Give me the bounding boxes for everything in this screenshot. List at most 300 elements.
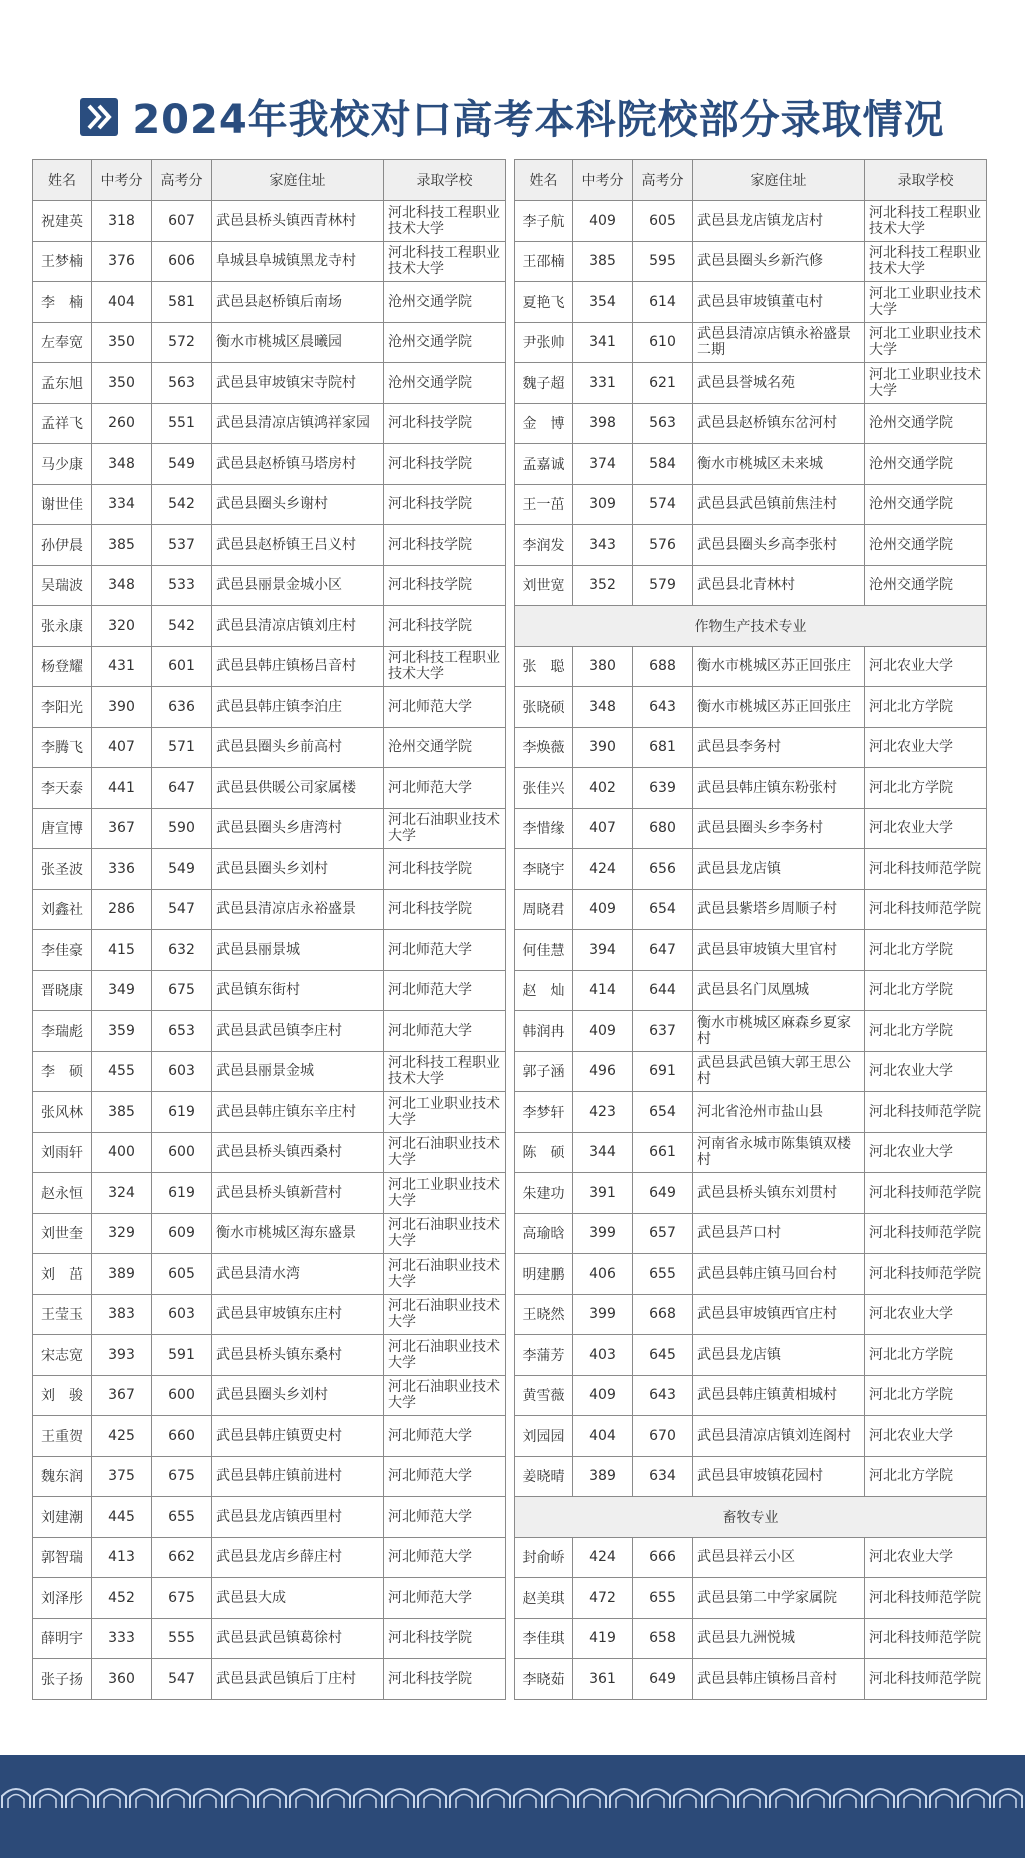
home-address-cell: 武邑县清凉店永裕盛景 [212,889,384,930]
admitted-school-cell: 河北师范大学 [384,1537,506,1578]
student-name-cell: 明建鹏 [515,1254,573,1295]
admitted-school-cell: 河北农业大学 [865,1051,987,1092]
home-address-cell: 武邑县名门凤凰城 [693,970,865,1011]
home-address-cell: 武邑县桥头镇西桑村 [212,1132,384,1173]
middle-school-score-cell: 348 [92,444,152,485]
table-row [515,1011,987,1052]
home-address-cell: 武邑县韩庄镇东辛庄村 [212,1092,384,1133]
table-row [33,1092,506,1133]
home-address-cell: 武邑县圈头乡唐湾村 [212,808,384,849]
middle-school-score-cell: 394 [573,930,633,971]
college-exam-score-cell: 547 [152,1659,212,1700]
middle-school-score-cell: 336 [92,849,152,890]
table-row [33,930,506,971]
home-address-cell: 武邑县审坡镇大里官村 [693,930,865,971]
admitted-school-cell: 河北师范大学 [384,768,506,809]
home-address-cell: 武邑县供暖公司家属楼 [212,768,384,809]
student-name-cell: 刘建潮 [33,1497,92,1538]
col-header-middle-school-score: 中考分 [92,160,152,201]
home-address-cell: 武邑县审坡镇花园村 [693,1456,865,1497]
student-name-cell: 韩润冉 [515,1011,573,1052]
college-exam-score-cell: 555 [152,1618,212,1659]
table-row [515,1213,987,1254]
admitted-school-cell: 河北师范大学 [384,1416,506,1457]
home-address-cell: 武邑县武邑镇大郭王思公村 [693,1051,865,1092]
student-name-cell: 李 硕 [33,1051,92,1092]
middle-school-score-cell: 360 [92,1659,152,1700]
table-row [33,606,506,647]
home-address-cell: 衡水市桃城区苏正回张庄 [693,687,865,728]
admitted-school-cell: 河北工业职业技术大学 [384,1092,506,1133]
college-exam-score-cell: 547 [152,889,212,930]
home-address-cell: 武邑县圈头乡高李张村 [693,525,865,566]
admitted-school-cell: 河北工业职业技术大学 [384,1173,506,1214]
table-row [515,687,987,728]
admitted-school-cell: 河北科技师范学院 [865,1618,987,1659]
middle-school-score-cell: 496 [573,1051,633,1092]
college-exam-score-cell: 605 [633,201,693,242]
home-address-cell: 武邑县圈头乡谢村 [212,484,384,525]
student-name-cell: 李佳豪 [33,930,92,971]
section-title: 作物生产技术专业 [515,606,987,647]
college-exam-score-cell: 688 [633,646,693,687]
student-name-cell: 王晓然 [515,1294,573,1335]
admitted-school-cell: 河北科技学院 [384,484,506,525]
table-row [33,808,506,849]
admitted-school-cell: 河北师范大学 [384,1456,506,1497]
admitted-school-cell: 沧州交通学院 [865,484,987,525]
admitted-school-cell: 河北科技学院 [384,1618,506,1659]
college-exam-score-cell: 605 [152,1254,212,1295]
student-name-cell: 王邵楠 [515,241,573,282]
middle-school-score-cell: 348 [573,687,633,728]
table-row [515,1618,987,1659]
table-row [33,1456,506,1497]
home-address-cell: 武邑县赵桥镇东岔河村 [693,403,865,444]
student-name-cell: 尹张帅 [515,322,573,363]
middle-school-score-cell: 399 [573,1294,633,1335]
table-row [515,1173,987,1214]
home-address-cell: 衡水市桃城区未来城 [693,444,865,485]
home-address-cell: 武邑县龙店镇 [693,849,865,890]
table-row [33,970,506,1011]
student-name-cell: 张 聪 [515,646,573,687]
admitted-school-cell: 沧州交通学院 [384,363,506,404]
home-address-cell: 武邑镇东街村 [212,970,384,1011]
student-name-cell: 孟祥飞 [33,403,92,444]
student-name-cell: 李 楠 [33,282,92,323]
home-address-cell: 武邑县赵桥镇后南场 [212,282,384,323]
student-name-cell: 李阳光 [33,687,92,728]
middle-school-score-cell: 367 [92,808,152,849]
table-row [33,727,506,768]
middle-school-score-cell: 309 [573,484,633,525]
middle-school-score-cell: 344 [573,1132,633,1173]
college-exam-score-cell: 571 [152,727,212,768]
middle-school-score-cell: 350 [92,322,152,363]
table-row [33,1618,506,1659]
home-address-cell: 武邑县武邑镇葛徐村 [212,1618,384,1659]
middle-school-score-cell: 445 [92,1497,152,1538]
middle-school-score-cell: 260 [92,403,152,444]
middle-school-score-cell: 419 [573,1618,633,1659]
middle-school-score-cell: 361 [573,1659,633,1700]
home-address-cell: 武邑县桥头镇西青林村 [212,201,384,242]
table-row [515,1456,987,1497]
col-header-middle-school-score: 中考分 [573,160,633,201]
home-address-cell: 武邑县龙店镇龙店村 [693,201,865,242]
college-exam-score-cell: 632 [152,930,212,971]
admitted-school-cell: 河北农业大学 [865,808,987,849]
table-row [33,282,506,323]
home-address-cell: 武邑县丽景城 [212,930,384,971]
admission-table-right [514,159,987,1700]
home-address-cell: 武邑县韩庄镇前进村 [212,1456,384,1497]
table-row [33,1578,506,1619]
college-exam-score-cell: 607 [152,201,212,242]
student-name-cell: 李晓宇 [515,849,573,890]
admitted-school-cell: 河北科技师范学院 [865,1578,987,1619]
table-row [33,1011,506,1052]
admitted-school-cell: 河北科技学院 [384,444,506,485]
table-row [515,930,987,971]
home-address-cell: 阜城县阜城镇黑龙寺村 [212,241,384,282]
table-row [515,403,987,444]
table-row [515,201,987,242]
home-address-cell: 武邑县龙店乡薛庄村 [212,1537,384,1578]
college-exam-score-cell: 655 [633,1254,693,1295]
home-address-cell: 衡水市桃城区苏正回张庄 [693,646,865,687]
admitted-school-cell: 河北科技工程职业技术大学 [384,241,506,282]
home-address-cell: 武邑县赵桥镇马塔房村 [212,444,384,485]
home-address-cell: 武邑县丽景金城 [212,1051,384,1092]
admitted-school-cell: 河北科技工程职业技术大学 [865,201,987,242]
table-row [515,322,987,363]
college-exam-score-cell: 634 [633,1456,693,1497]
table-row [515,1416,987,1457]
admitted-school-cell: 河北北方学院 [865,930,987,971]
middle-school-score-cell: 472 [573,1578,633,1619]
table-row [33,1051,506,1092]
middle-school-score-cell: 409 [573,1375,633,1416]
middle-school-score-cell: 320 [92,606,152,647]
college-exam-score-cell: 542 [152,606,212,647]
table-row [33,1173,506,1214]
admitted-school-cell: 河北科技师范学院 [865,1659,987,1700]
table-row [515,849,987,890]
home-address-cell: 武邑县清水湾 [212,1254,384,1295]
home-address-cell: 武邑县紫塔乡周顺子村 [693,889,865,930]
admitted-school-cell: 河北农业大学 [865,1294,987,1335]
table-row [515,1132,987,1173]
table-row [515,1294,987,1335]
admitted-school-cell: 河北北方学院 [865,1456,987,1497]
middle-school-score-cell: 350 [92,363,152,404]
student-name-cell: 李润发 [515,525,573,566]
home-address-cell: 武邑县韩庄镇杨吕音村 [212,646,384,687]
table-header-row [515,160,987,201]
middle-school-score-cell: 404 [92,282,152,323]
student-name-cell: 李蒲芳 [515,1335,573,1376]
table-row [33,1497,506,1538]
admitted-school-cell: 河北农业大学 [865,646,987,687]
college-exam-score-cell: 549 [152,849,212,890]
college-exam-score-cell: 675 [152,1456,212,1497]
home-address-cell: 武邑县韩庄镇黄相城村 [693,1375,865,1416]
student-name-cell: 左奉宽 [33,322,92,363]
home-address-cell: 武邑县龙店镇西里村 [212,1497,384,1538]
middle-school-score-cell: 385 [573,241,633,282]
table-row [515,1051,987,1092]
student-name-cell: 金 博 [515,403,573,444]
admitted-school-cell: 河北师范大学 [384,1497,506,1538]
middle-school-score-cell: 389 [573,1456,633,1497]
student-name-cell: 马少康 [33,444,92,485]
middle-school-score-cell: 333 [92,1618,152,1659]
home-address-cell: 武邑县圈头乡李务村 [693,808,865,849]
home-address-cell: 武邑县审坡镇西官庄村 [693,1294,865,1335]
admitted-school-cell: 河北科技工程职业技术大学 [865,241,987,282]
admitted-school-cell: 河北科技学院 [384,565,506,606]
home-address-cell: 武邑县武邑镇前焦洼村 [693,484,865,525]
middle-school-score-cell: 348 [92,565,152,606]
college-exam-score-cell: 533 [152,565,212,606]
middle-school-score-cell: 374 [573,444,633,485]
college-exam-score-cell: 637 [633,1011,693,1052]
middle-school-score-cell: 393 [92,1335,152,1376]
admitted-school-cell: 河北北方学院 [865,687,987,728]
home-address-cell: 武邑县审坡镇宋寺院村 [212,363,384,404]
home-address-cell: 武邑县九洲悦城 [693,1618,865,1659]
table-row [515,525,987,566]
student-name-cell: 刘鑫社 [33,889,92,930]
student-name-cell: 陈 硕 [515,1132,573,1173]
admitted-school-cell: 沧州交通学院 [384,322,506,363]
admitted-school-cell: 河北北方学院 [865,1375,987,1416]
admitted-school-cell: 河北工业职业技术大学 [865,363,987,404]
admitted-school-cell: 河北科技学院 [384,889,506,930]
admitted-school-cell: 河北科技师范学院 [865,1254,987,1295]
middle-school-score-cell: 390 [92,687,152,728]
college-exam-score-cell: 647 [633,930,693,971]
table-row [33,687,506,728]
admitted-school-cell: 河北农业大学 [865,1537,987,1578]
home-address-cell: 武邑县清凉店镇刘庄村 [212,606,384,647]
college-exam-score-cell: 643 [633,1375,693,1416]
college-exam-score-cell: 643 [633,687,693,728]
middle-school-score-cell: 414 [573,970,633,1011]
college-exam-score-cell: 666 [633,1537,693,1578]
student-name-cell: 刘世奎 [33,1213,92,1254]
college-exam-score-cell: 655 [152,1497,212,1538]
table-row [515,241,987,282]
table-row [515,565,987,606]
home-address-cell: 武邑县韩庄镇李泊庄 [212,687,384,728]
college-exam-score-cell: 661 [633,1132,693,1173]
col-header-address: 家庭住址 [693,160,865,201]
middle-school-score-cell: 424 [573,1537,633,1578]
table-row [515,282,987,323]
table-row [515,363,987,404]
student-name-cell: 王重贺 [33,1416,92,1457]
table-row [33,1132,506,1173]
middle-school-score-cell: 455 [92,1051,152,1092]
table-row [33,1213,506,1254]
admitted-school-cell: 河北科技师范学院 [865,849,987,890]
table-row [515,889,987,930]
admitted-school-cell: 河北石油职业技术大学 [384,1213,506,1254]
middle-school-score-cell: 398 [573,403,633,444]
college-exam-score-cell: 576 [633,525,693,566]
college-exam-score-cell: 590 [152,808,212,849]
table-row [33,241,506,282]
middle-school-score-cell: 402 [573,768,633,809]
middle-school-score-cell: 343 [573,525,633,566]
table-row [515,444,987,485]
college-exam-score-cell: 644 [633,970,693,1011]
student-name-cell: 刘 骏 [33,1375,92,1416]
table-row [33,1294,506,1335]
table-row [515,1659,987,1700]
table-row [33,1416,506,1457]
admitted-school-cell: 河北师范大学 [384,687,506,728]
table-row [33,889,506,930]
home-address-cell: 武邑县审坡镇董屯村 [693,282,865,323]
middle-school-score-cell: 389 [92,1254,152,1295]
admitted-school-cell: 河北石油职业技术大学 [384,1254,506,1295]
student-name-cell: 唐宣博 [33,808,92,849]
middle-school-score-cell: 423 [573,1092,633,1133]
admitted-school-cell: 河北工业职业技术大学 [865,322,987,363]
col-header-name: 姓名 [515,160,573,201]
college-exam-score-cell: 662 [152,1537,212,1578]
student-name-cell: 晋晓康 [33,970,92,1011]
middle-school-score-cell: 407 [573,808,633,849]
home-address-cell: 衡水市桃城区海东盛景 [212,1213,384,1254]
admitted-school-cell: 沧州交通学院 [384,727,506,768]
college-exam-score-cell: 537 [152,525,212,566]
home-address-cell: 河北省沧州市盐山县 [693,1092,865,1133]
college-exam-score-cell: 649 [633,1173,693,1214]
middle-school-score-cell: 385 [92,1092,152,1133]
middle-school-score-cell: 367 [92,1375,152,1416]
college-exam-score-cell: 658 [633,1618,693,1659]
student-name-cell: 张风林 [33,1092,92,1133]
middle-school-score-cell: 349 [92,970,152,1011]
student-name-cell: 王一茁 [515,484,573,525]
college-exam-score-cell: 600 [152,1132,212,1173]
middle-school-score-cell: 334 [92,484,152,525]
middle-school-score-cell: 376 [92,241,152,282]
home-address-cell: 武邑县清凉店镇刘连阁村 [693,1416,865,1457]
admitted-school-cell: 河北科技学院 [384,403,506,444]
admitted-school-cell: 河北农业大学 [865,1416,987,1457]
college-exam-score-cell: 610 [633,322,693,363]
col-header-address: 家庭住址 [212,160,384,201]
admission-table-left [32,159,506,1700]
student-name-cell: 刘世宽 [515,565,573,606]
college-exam-score-cell: 591 [152,1335,212,1376]
student-name-cell: 杨登耀 [33,646,92,687]
home-address-cell: 武邑县韩庄镇马回台村 [693,1254,865,1295]
college-exam-score-cell: 655 [633,1578,693,1619]
middle-school-score-cell: 318 [92,201,152,242]
admitted-school-cell: 河北石油职业技术大学 [384,1375,506,1416]
admitted-school-cell: 河北师范大学 [384,930,506,971]
admitted-school-cell: 河北石油职业技术大学 [384,1132,506,1173]
middle-school-score-cell: 400 [92,1132,152,1173]
home-address-cell: 武邑县誉城名苑 [693,363,865,404]
college-exam-score-cell: 551 [152,403,212,444]
table-row [515,1375,987,1416]
home-address-cell: 武邑县圈头乡刘村 [212,849,384,890]
middle-school-score-cell: 286 [92,889,152,930]
col-header-school: 录取学校 [865,160,987,201]
admitted-school-cell: 河北农业大学 [865,1132,987,1173]
college-exam-score-cell: 656 [633,849,693,890]
table-row [33,363,506,404]
middle-school-score-cell: 441 [92,768,152,809]
admitted-school-cell: 河北石油职业技术大学 [384,1294,506,1335]
middle-school-score-cell: 399 [573,1213,633,1254]
home-address-cell: 武邑县韩庄镇杨吕音村 [693,1659,865,1700]
home-address-cell: 武邑县清凉店镇鸿祥家园 [212,403,384,444]
section-header-row [515,606,987,647]
middle-school-score-cell: 329 [92,1213,152,1254]
student-name-cell: 姜晓晴 [515,1456,573,1497]
home-address-cell: 武邑县审坡镇东庄村 [212,1294,384,1335]
student-name-cell: 李瑞彪 [33,1011,92,1052]
col-header-college-exam-score: 高考分 [633,160,693,201]
admitted-school-cell: 沧州交通学院 [865,565,987,606]
home-address-cell: 武邑县第二中学家属院 [693,1578,865,1619]
college-exam-score-cell: 614 [633,282,693,323]
table-row [515,1254,987,1295]
admitted-school-cell: 河北北方学院 [865,1011,987,1052]
middle-school-score-cell: 324 [92,1173,152,1214]
admitted-school-cell: 河北科技师范学院 [865,1092,987,1133]
home-address-cell: 武邑县丽景金城小区 [212,565,384,606]
chevron-right-icon [80,98,118,136]
college-exam-score-cell: 653 [152,1011,212,1052]
college-exam-score-cell: 606 [152,241,212,282]
college-exam-score-cell: 675 [152,1578,212,1619]
student-name-cell: 赵 灿 [515,970,573,1011]
student-name-cell: 祝建英 [33,201,92,242]
table-row [33,1659,506,1700]
student-name-cell: 李惜缘 [515,808,573,849]
home-address-cell: 武邑县桥头镇新营村 [212,1173,384,1214]
college-exam-score-cell: 639 [633,768,693,809]
table-row [515,1537,987,1578]
admitted-school-cell: 河北科技工程职业技术大学 [384,646,506,687]
table-row [515,727,987,768]
section-header-row [515,1497,987,1538]
student-name-cell: 张晓硕 [515,687,573,728]
student-name-cell: 李梦轩 [515,1092,573,1133]
student-name-cell: 薛明宇 [33,1618,92,1659]
student-name-cell: 张子扬 [33,1659,92,1700]
col-header-college-exam-score: 高考分 [152,160,212,201]
student-name-cell: 王梦楠 [33,241,92,282]
college-exam-score-cell: 542 [152,484,212,525]
admitted-school-cell: 河北科技工程职业技术大学 [384,1051,506,1092]
table-row [515,646,987,687]
home-address-cell: 武邑县李务村 [693,727,865,768]
admitted-school-cell: 沧州交通学院 [865,403,987,444]
admitted-school-cell: 河北科技工程职业技术大学 [384,201,506,242]
home-address-cell: 武邑县祥云小区 [693,1537,865,1578]
